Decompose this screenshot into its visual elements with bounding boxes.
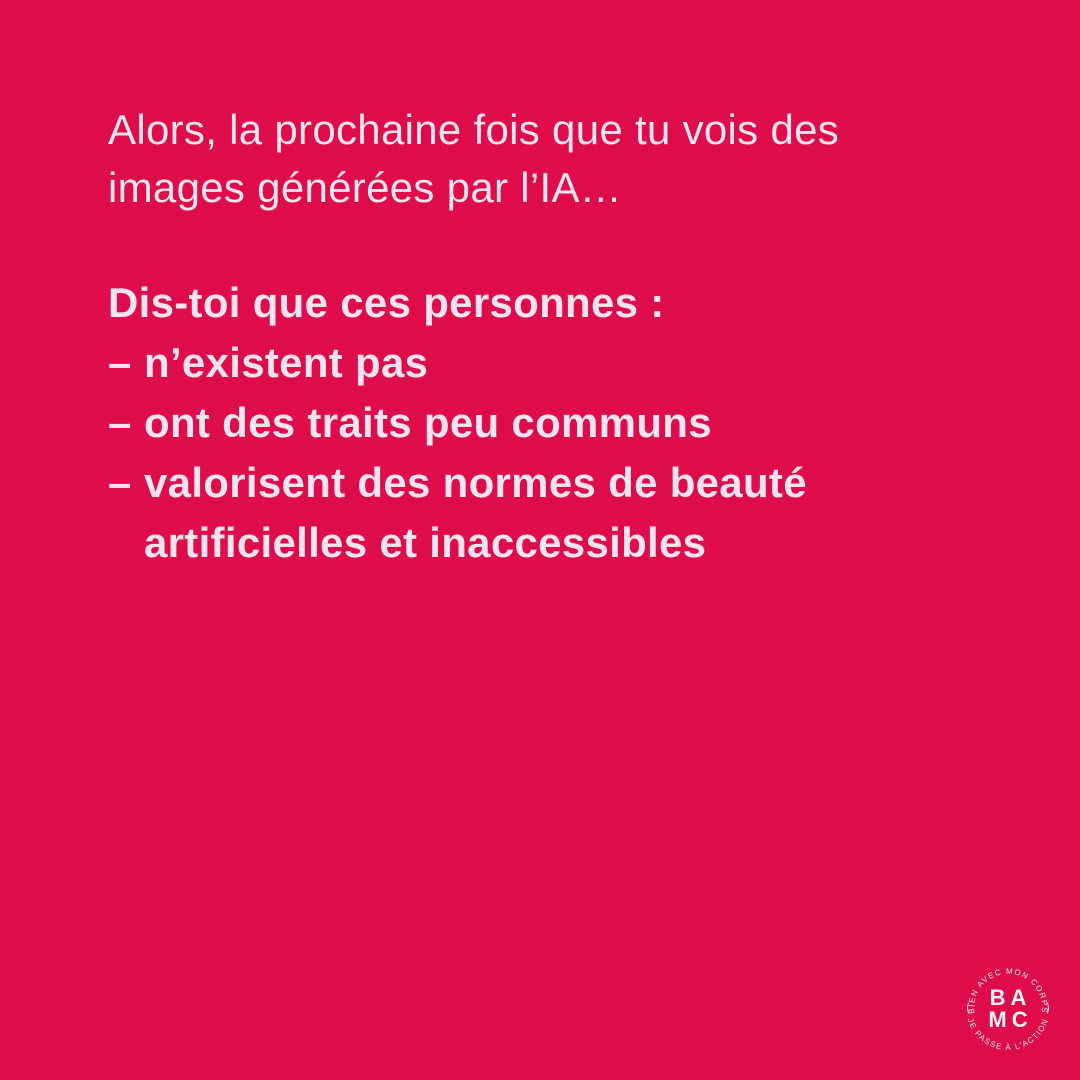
list-item-line: artificielles et inaccessibles	[144, 519, 707, 566]
list-bullet: –	[108, 399, 132, 446]
list-bullet: –	[108, 339, 132, 386]
list-item-line: valorisent des normes de beauté	[144, 459, 807, 506]
bamc-logo	[951, 951, 1065, 1065]
logo-arc-top: BIEN AVEC MON CORPS	[966, 966, 1050, 1015]
list-bullet: –	[108, 459, 132, 506]
list-item-line: ont des traits peu communs	[144, 399, 712, 446]
emphasis-block	[108, 273, 839, 573]
list-item	[108, 453, 839, 573]
logo-monogram-top: BA	[989, 985, 1032, 1010]
intro-line-2: images générées par l’IA…	[108, 164, 623, 211]
intro-paragraph	[108, 101, 839, 217]
list-item-line: n’existent pas	[144, 339, 429, 386]
intro-line-1: Alors, la prochaine fois que tu vois des	[108, 106, 840, 153]
logo-arc-bottom: JE PASSE À L’ACTION	[965, 1016, 1051, 1052]
list-item-text	[144, 393, 712, 453]
list-item-text	[144, 333, 428, 393]
list-item	[108, 393, 839, 453]
logo-monogram-bottom: MC	[988, 1007, 1033, 1032]
list-item	[108, 333, 839, 393]
list-item-text	[144, 453, 807, 573]
text-content	[108, 101, 839, 573]
list-heading: Dis-toi que ces personnes :	[108, 279, 665, 326]
